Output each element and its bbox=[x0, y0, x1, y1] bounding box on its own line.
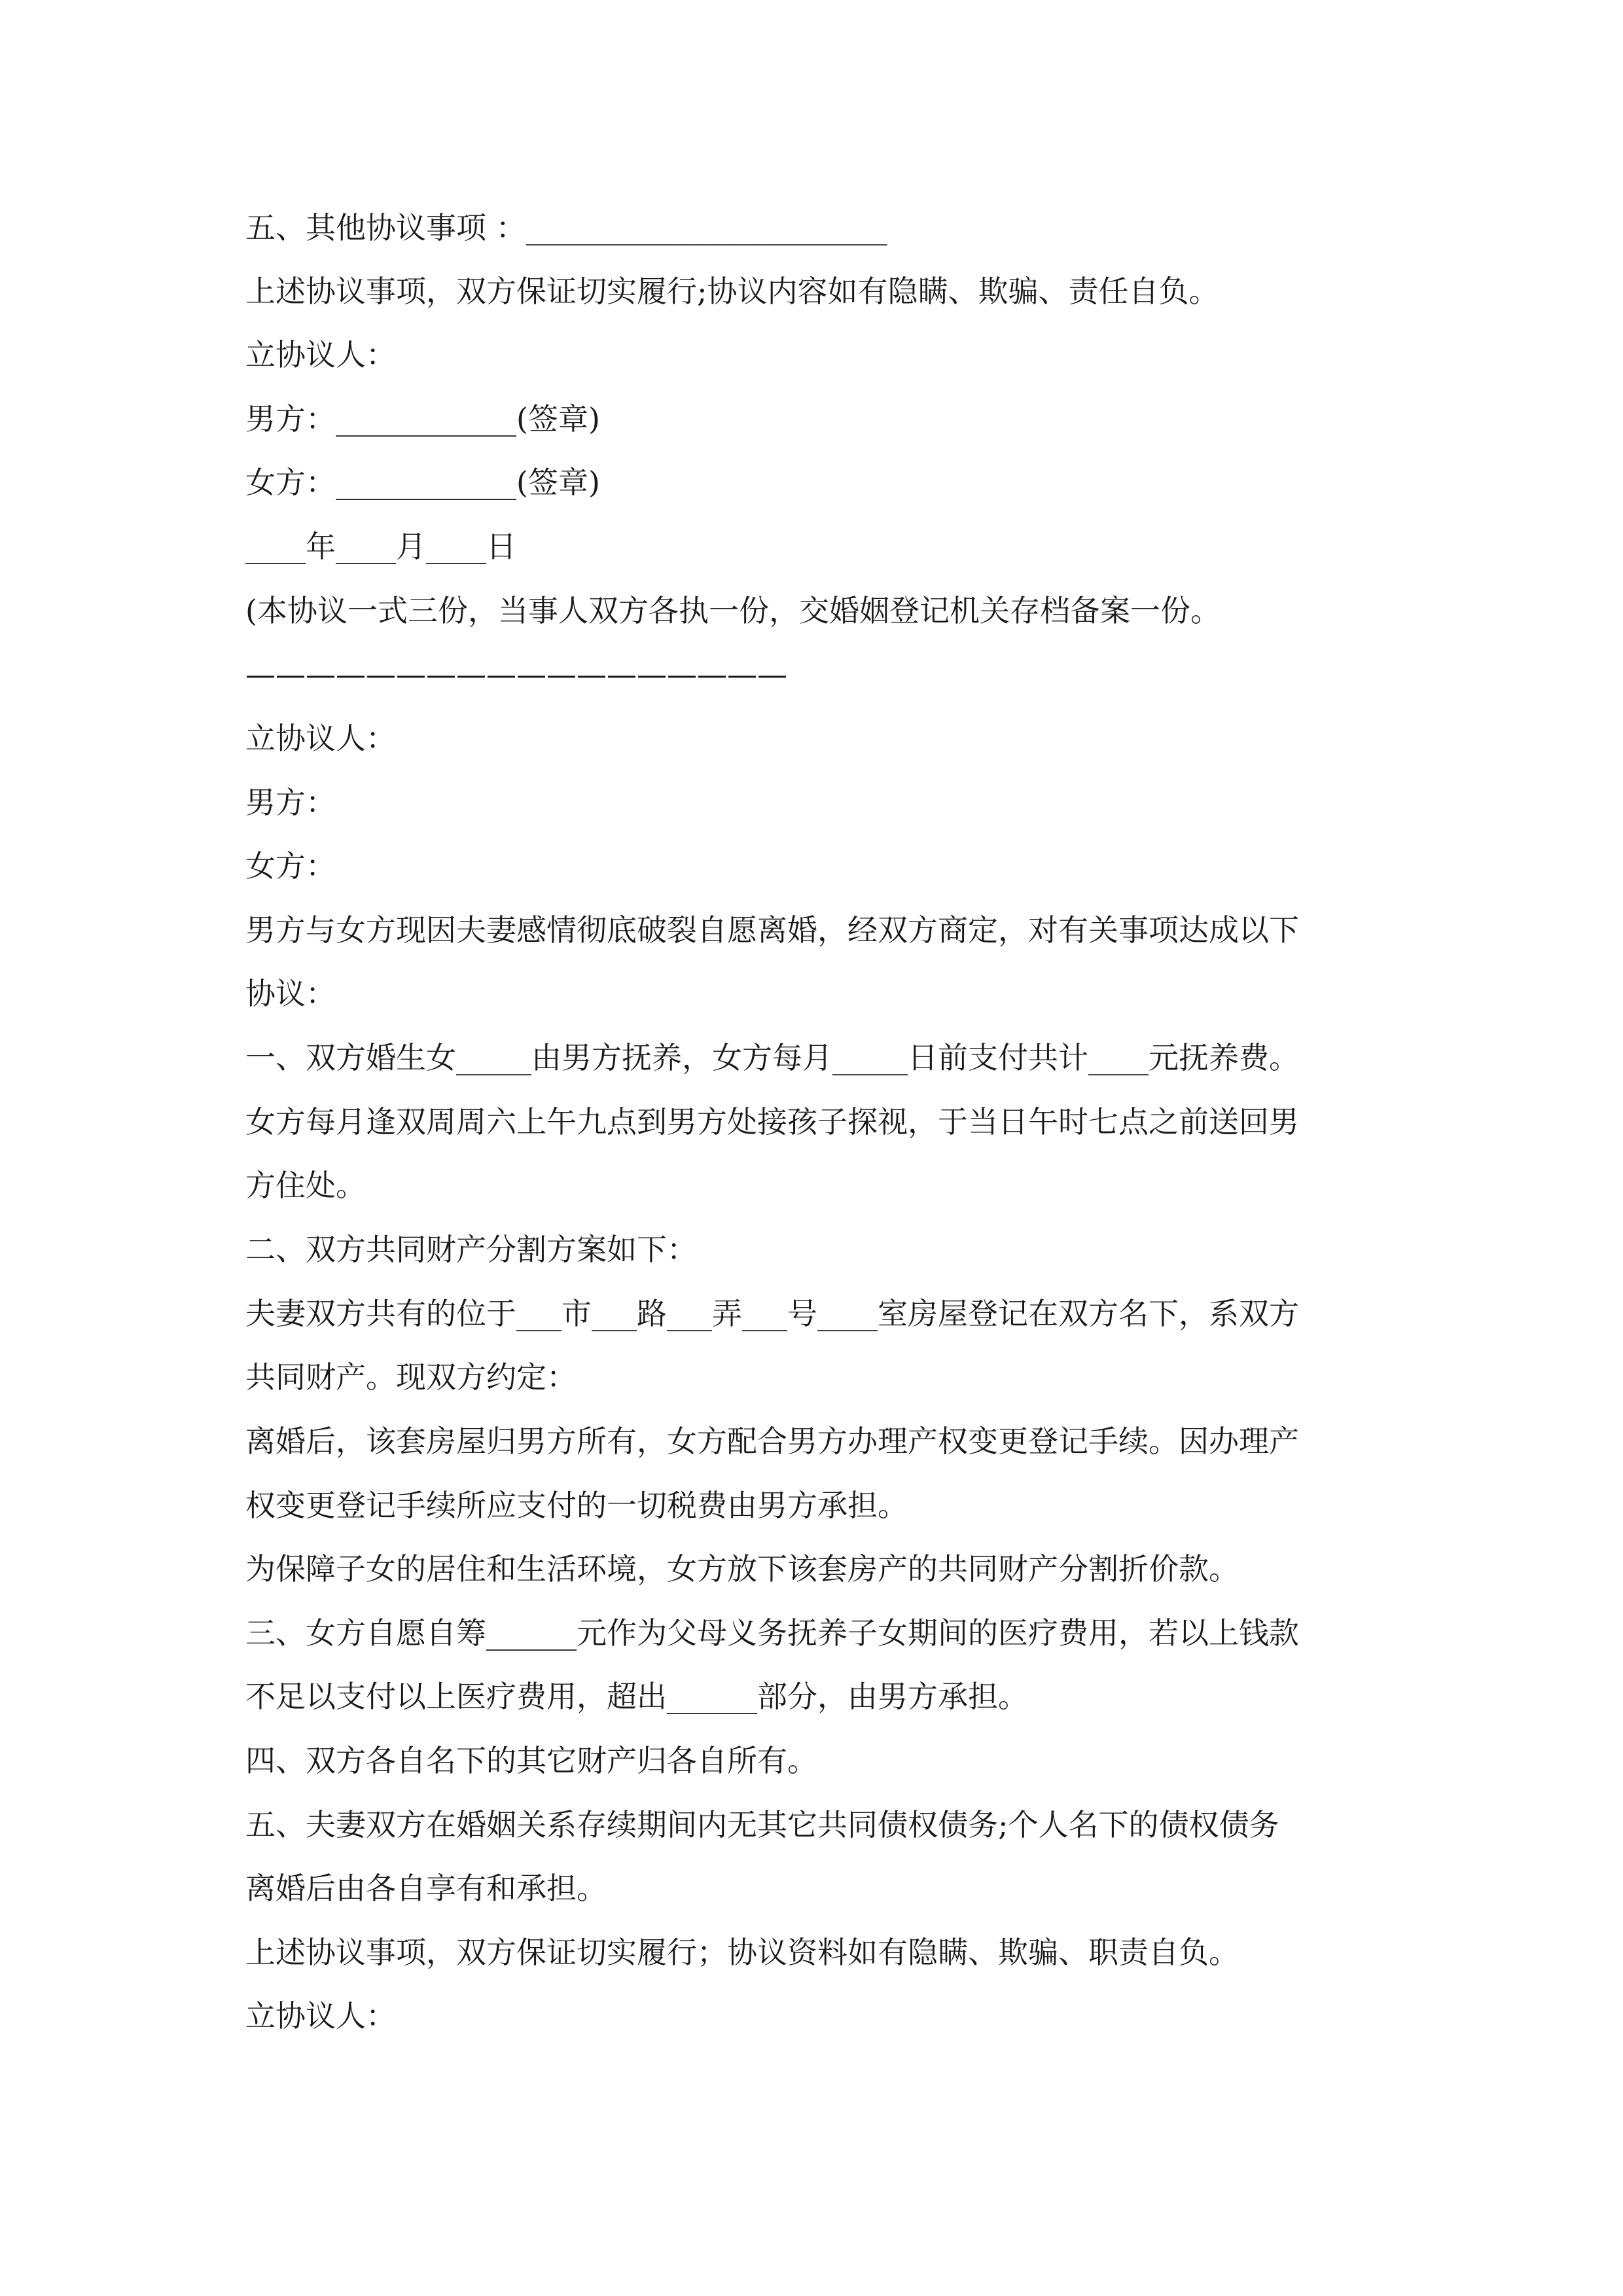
text-line: 三、女方自愿自筹______元作为父母义务抚养子女期间的医疗费用，若以上钱款 bbox=[245, 1615, 1299, 1651]
text-line: 二、双方共同财产分割方案如下： bbox=[245, 1232, 697, 1267]
text-line: 女方：____________(签章) bbox=[245, 465, 600, 500]
text-line: ____年____月____日 bbox=[245, 529, 516, 564]
text-line: 一、双方婚生女_____由男方抚养，女方每月_____日前支付共计____元抚养费。 bbox=[245, 1040, 1299, 1075]
text-line: 男方与女方现因夫妻感情彻底破裂自愿离婚，经双方商定，对有关事项达成以下 bbox=[245, 912, 1299, 948]
text-line: 男方：____________(签章) bbox=[245, 401, 600, 437]
text-line: 共同财产。现双方约定： bbox=[245, 1359, 577, 1395]
text-line: 方住处。 bbox=[245, 1168, 366, 1203]
text-line: 女方每月逢双周周六上午九点到男方处接孩子探视，于当日午时七点之前送回男 bbox=[245, 1104, 1299, 1139]
text-line: 离婚后，该套房屋归男方所有，女方配合男方办理产权变更登记手续。因办理产 bbox=[245, 1424, 1299, 1459]
text-line: 上述协议事项，双方保证切实履行；协议资料如有隐瞒、欺骗、职责自负。 bbox=[245, 1935, 1239, 1970]
text-line: 立协议人： bbox=[245, 337, 396, 372]
text-line: (本协议一式三份，当事人双方各执一份，交婚姻登记机关存档备案一份。 bbox=[245, 593, 1221, 628]
text-line: 四、双方各自名下的其它财产归各自所有。 bbox=[245, 1743, 817, 1778]
text-line: 立协议人： bbox=[245, 721, 396, 756]
text-line: 为保障子女的居住和生活环境，女方放下该套房产的共同财产分割折价款。 bbox=[245, 1551, 1239, 1587]
text-line: 权变更登记手续所应支付的一切税费由男方承担。 bbox=[245, 1488, 908, 1523]
separator-line: —————————————————— bbox=[245, 656, 787, 692]
text-line: 男方： bbox=[245, 785, 336, 820]
text-line: 女方： bbox=[245, 848, 336, 884]
text-line: 五、夫妻双方在婚姻关系存续期间内无其它共同债权债务;个人名下的债权债务 bbox=[245, 1807, 1279, 1842]
text-line: 离婚后由各自享有和承担。 bbox=[245, 1871, 607, 1906]
text-line: 协议： bbox=[245, 976, 336, 1011]
text-line: 上述协议事项，双方保证切实履行;协议内容如有隐瞒、欺骗、责任自负。 bbox=[245, 274, 1219, 309]
text-line: 不足以支付以上医疗费用，超出______部分，由男方承担。 bbox=[245, 1679, 1028, 1714]
text-line: 夫妻双方共有的位于___市___路___弄___号____室房屋登记在双方名下，系双方 bbox=[245, 1296, 1299, 1331]
text-line: 五、其他协议事项 ：________________________ bbox=[245, 210, 887, 245]
text-line: 立协议人： bbox=[245, 1998, 396, 2034]
